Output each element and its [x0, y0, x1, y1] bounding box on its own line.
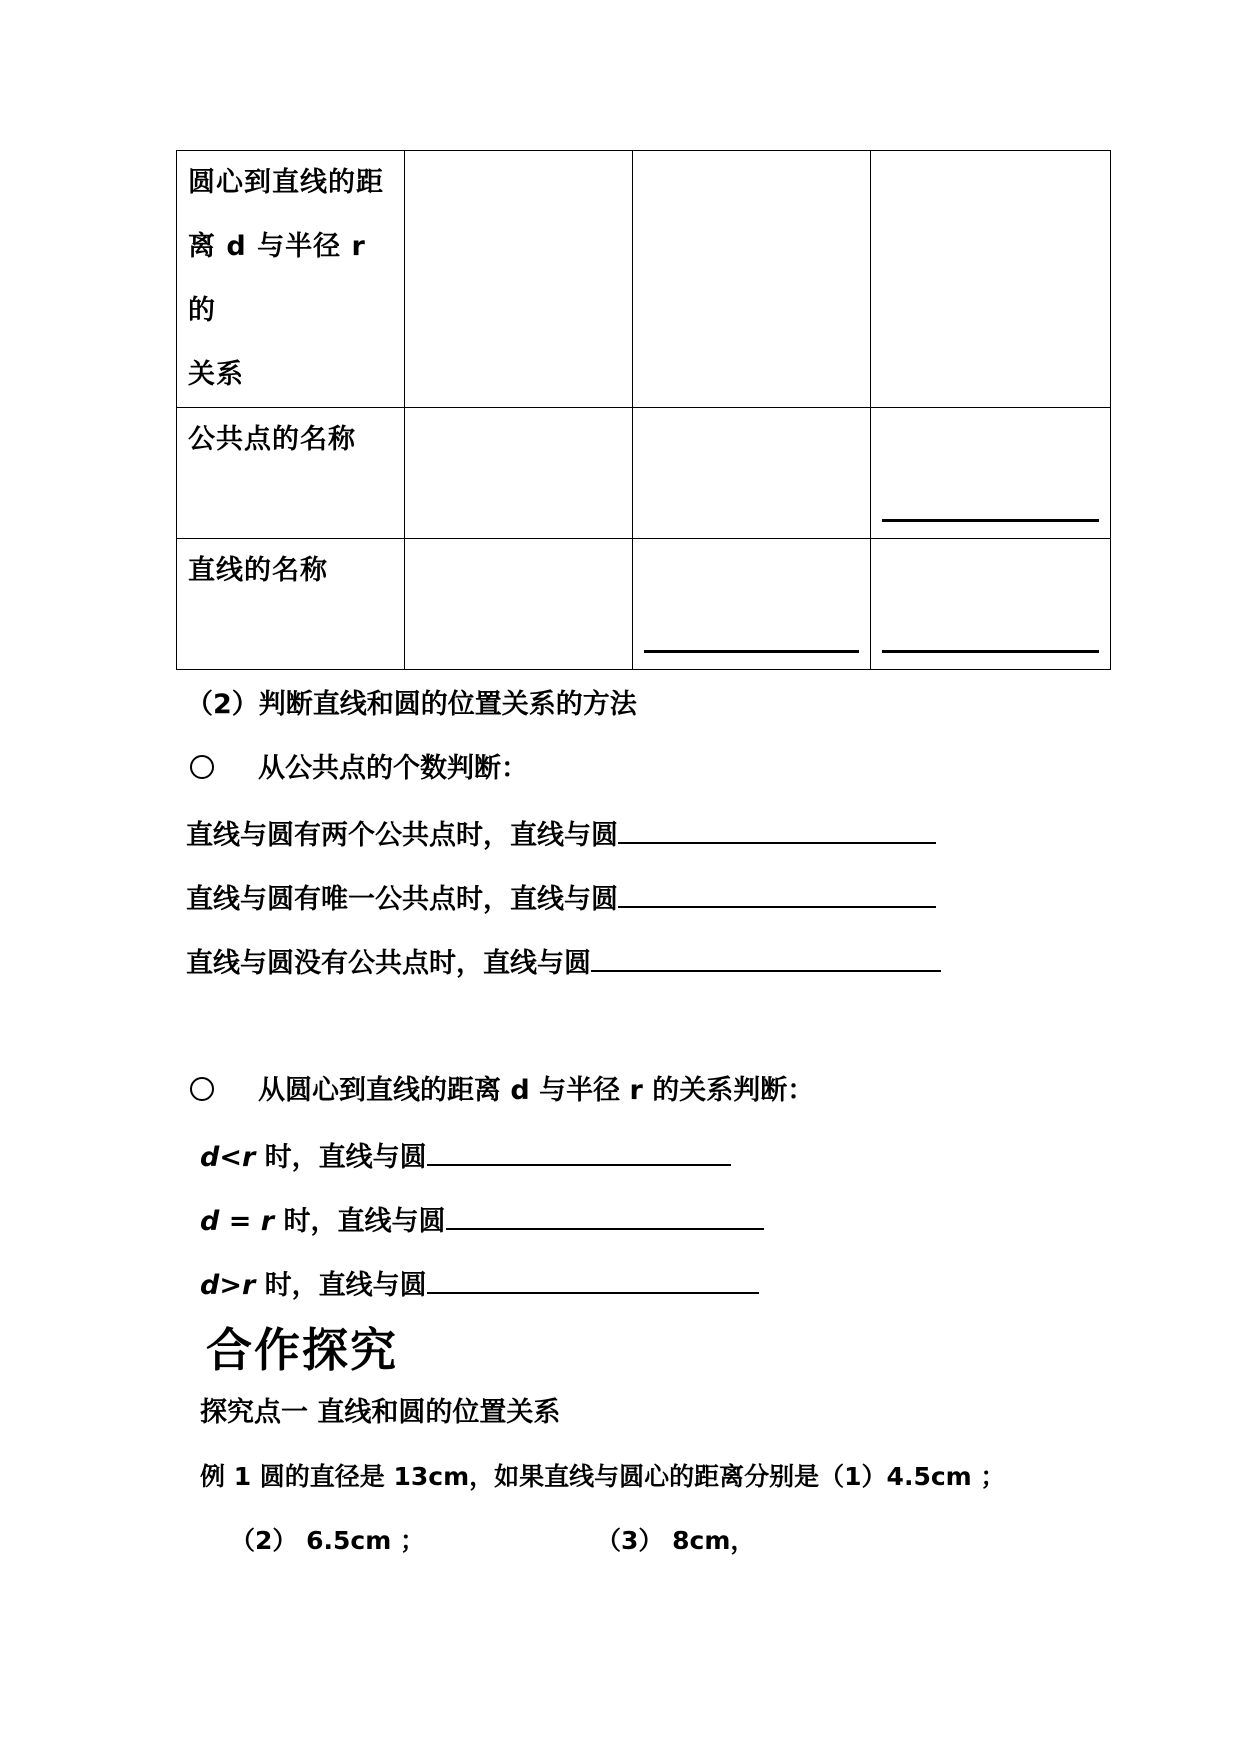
- method2-title: 从圆心到直线的距离 d 与半径 r 的关系判断：: [258, 1075, 815, 1106]
- table-cell: [633, 539, 871, 670]
- operator: <: [219, 1142, 242, 1173]
- row-label-cell: [177, 151, 405, 408]
- method2-title-line: [190, 1074, 814, 1108]
- circle-bullet-icon: [190, 755, 214, 779]
- answer-blank[interactable]: [591, 944, 941, 972]
- row-label-line: 圆心到直线的距: [188, 167, 384, 198]
- variable-r: r: [241, 1270, 256, 1301]
- answer-blank[interactable]: [644, 650, 859, 653]
- table-cell: [405, 539, 633, 670]
- statement-text: 直线与圆有两个公共点时，直线与圆: [186, 820, 618, 851]
- cooperate-title: 合作探究: [206, 1323, 398, 1377]
- variable-d: d: [200, 1142, 220, 1173]
- example-line: 例 1 圆的直径是 13cm，如果直线与圆心的距离分别是（1）4.5cm ；: [200, 1462, 1006, 1491]
- table-row: [177, 539, 1111, 670]
- statement-text: 直线与圆有唯一公共点时，直线与圆: [186, 884, 618, 915]
- operator: =: [219, 1206, 261, 1237]
- variable-r: r: [241, 1142, 256, 1173]
- table-cell: [871, 539, 1111, 670]
- answer-blank[interactable]: [446, 1202, 764, 1230]
- subtitle: 探究点一 直线和圆的位置关系: [200, 1397, 561, 1428]
- table-cell: [633, 151, 871, 408]
- example-part: （2） 6.5cm ；: [230, 1526, 425, 1555]
- method1-line: [186, 816, 936, 853]
- table-cell: [405, 408, 633, 539]
- statement-text: 直线与圆没有公共点时，直线与圆: [186, 948, 591, 979]
- table-cell: [405, 151, 633, 408]
- answer-blank[interactable]: [882, 519, 1099, 522]
- method2-line: [200, 1266, 759, 1303]
- table-cell: [633, 408, 871, 539]
- relation-table: [176, 150, 1111, 670]
- row-label-line: 离 d 与半径 r 的: [188, 231, 366, 326]
- row-label-line: 公共点的名称: [188, 424, 356, 455]
- operator: >: [219, 1270, 242, 1301]
- variable-d: d: [200, 1270, 220, 1301]
- answer-blank[interactable]: [882, 650, 1099, 653]
- table-row: [177, 151, 1111, 408]
- row-label-line: 关系: [188, 359, 244, 390]
- variable-r: r: [260, 1206, 275, 1237]
- statement-text: 时，直线与圆: [255, 1142, 427, 1173]
- method1-title-line: [190, 752, 528, 786]
- method2-line: [200, 1202, 764, 1239]
- answer-blank[interactable]: [618, 880, 936, 908]
- variable-d: d: [200, 1206, 220, 1237]
- row-label-line: 直线的名称: [188, 555, 328, 586]
- row-label-cell: [177, 408, 405, 539]
- answer-blank[interactable]: [427, 1266, 759, 1294]
- table-cell: [871, 408, 1111, 539]
- method1-line: [186, 944, 941, 981]
- method1-title: 从公共点的个数判断：: [258, 753, 528, 784]
- method2-line: [200, 1138, 731, 1175]
- method1-line: [186, 880, 936, 917]
- example-part: （3） 8cm，: [596, 1526, 756, 1555]
- answer-blank[interactable]: [427, 1138, 731, 1166]
- statement-text: 时，直线与圆: [274, 1206, 446, 1237]
- row-label-cell: [177, 539, 405, 670]
- table-row: [177, 408, 1111, 539]
- answer-blank[interactable]: [618, 816, 936, 844]
- table-cell: [871, 151, 1111, 408]
- section-heading: （2）判断直线和圆的位置关系的方法: [186, 689, 637, 720]
- circle-bullet-icon: [190, 1077, 214, 1101]
- statement-text: 时，直线与圆: [255, 1270, 427, 1301]
